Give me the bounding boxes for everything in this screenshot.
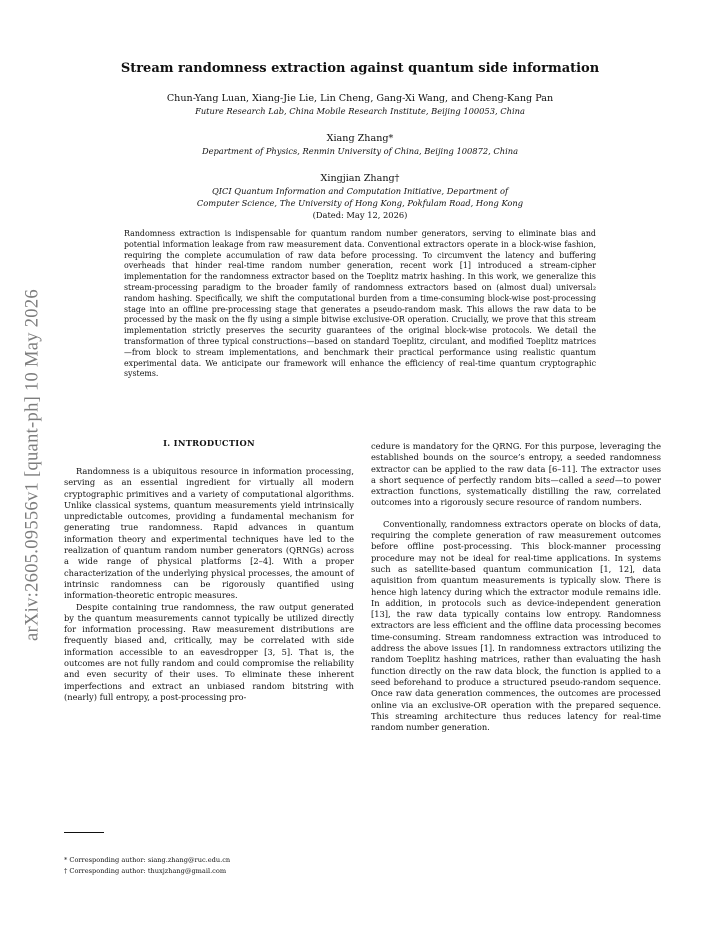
intro-paragraph-3: cedure is mandatory for the QRNG. For this purpose, leveraging the established bounds on the source’s entropy, a seeded randomness extractor can be applied to the raw data [6–11]. The extractor uses a short sequence of perfectly random bits—called a seed—to power extraction functions, systematically distilling the raw, correlated outcomes into a rigorously secure resource of random numbers. (371, 441, 661, 508)
arxiv-identifier: arXiv:2605.09556v1 [quant-ph] 10 May 2026 (22, 289, 43, 641)
affiliation-3b: Computer Science, The University of Hong Kong, Pokfulam Road, Hong Kong (196, 198, 524, 208)
section-heading-introduction: I. INTRODUCTION (163, 438, 255, 448)
footnote-rule (64, 832, 104, 833)
author-list-2: Xiang Zhang* (326, 133, 394, 144)
footnote-2: † Corresponding author: thuxjzhang@gmail.com (64, 867, 227, 875)
intro-paragraph-2: Despite containing true randomness, the raw output generated by the quantum measurements cannot typically be utilized directly for information processing. Raw measurement distributions are frequently biased and, critically, may be correlated with side information accessible to an eavesdropper [3, 5]. That is, the outcomes are not fully random and could compromise the reliability and even security of their uses. To eliminate these inherent imperfections and extract an unbiased random bitstring with (nearly) full entropy, a post-processing pro- (64, 601, 354, 702)
affiliation-2: Department of Physics, Renmin University of China, Beijing 100872, China (201, 146, 519, 156)
right-column (371, 441, 661, 733)
intro-paragraph-1: Randomness is a ubiquitous resource in information processing, serving as an essential ingredient for virtually all modern cryptographic primitives and a variety of computational algorithms. Unlike classical systems, quantum measurements yield intrinsically unpredictable outcomes, providing a fundamental mechanism for generating true randomness. Rapid advances in quantum information theory and experimental techniques have led to the realization of quantum random number generators (QRNGs) across a wide range of physical platforms [2–4]. With a proper characterization of the underlying physical processes, the amount of intrinsic randomness can be rigorously quantified using information-theoretic entropic measures. (64, 466, 354, 601)
affiliation-3a: QICI Quantum Information and Computation Initiative, Department of (211, 186, 509, 196)
paper-title: Stream randomness extraction against quantum side information (120, 61, 600, 76)
seed-term: seed (595, 474, 615, 485)
author-list-3: Xingjian Zhang† (320, 173, 400, 184)
intro-paragraph-4: Conventionally, randomness extractors operate on blocks of data, requiring the complete generation of raw measurement outcomes before offline post-processing. This block-manner processing procedure may not be ideal for real-time applications. In systems such as satellite-based quantum communication [1, 12], data aquisition from quantum measurements is typically slow. There is hence high latency during which the extractor module remains idle. In addition, in protocols such as device-independent generation [13], the raw data typically contains low entropy. Randomness extractors are less efficient and the offline data processing becomes time-consuming. Stream randomness extraction was introduced to address the above issues [1]. In randomness extractors utilizing the random Toeplitz hashing matrices, rather than evaluating the hash function directly on the raw data block, the function is applied to a seed beforehand to produce a structured pseudo-random sequence. Once raw data generation commences, the outcomes are processed online via an exclusive-OR operation with the prepared sequence. This streaming architecture thus reduces latency for real-time random number generation. (371, 518, 661, 733)
left-column (64, 466, 354, 703)
affiliation-1: Future Research Lab, China Mobile Research Institute, Beijing 100053, China (195, 106, 525, 116)
dated-line: (Dated: May 12, 2026) (312, 210, 408, 220)
abstract: Randomness extraction is indispensable for quantum random number generators, serving to eliminate bias and potential information leakage from raw measurement data. Conventional extractors operate in a block-wise fashion, requiring the complete accumulation of raw data before processing. To circumvent the latency and buffering overheads that hinder real-time random number generation, recent work [1] introduced a stream-cipher implementation for the randomness extractor based on the Toeplitz matrix hashing. In this work, we generalize this stream-processing paradigm to the broader family of randomness extractors based on (almost dual) universal₂ random hashing. Specifically, we shift the computational burden from a time-consuming block-wise post-processing stage into an offline pre-processing stage that generates a pseudo-random mask. This allows the raw data to be processed by the mask on the fly using a simple bitwise exclusive-OR operation. Crucially, we prove that this stream implementation strictly preserves the security guarantees of the original block-wise protocols. We detail the transformation of three typical constructions—based on standard Toeplitz, circulant, and modified Toeplitz matrices—from block to stream implementations, and benchmark their practical performance using realistic quantum experimental data. We anticipate our framework will enhance the efficiency of real-time quantum cryptographic systems. (124, 229, 596, 379)
footnote-1: * Corresponding author: siang.zhang@ruc.edu.cn (64, 856, 231, 864)
author-list-1: Chun-Yang Luan, Xiang-Jie Lie, Lin Cheng, Gang-Xi Wang, and Cheng-Kang Pan (166, 93, 554, 104)
